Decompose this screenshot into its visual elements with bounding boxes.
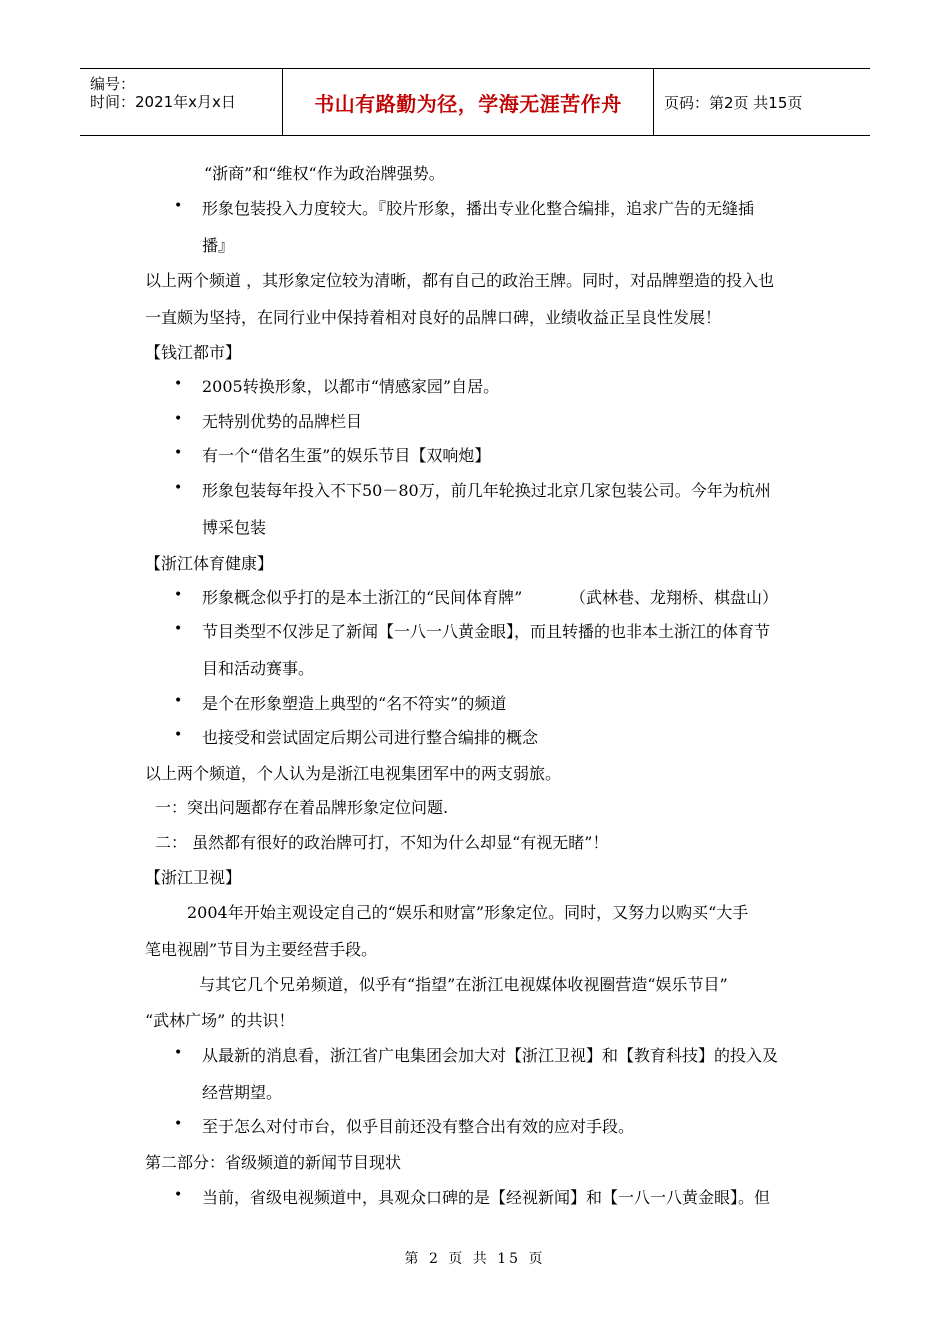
text-line: 当前，省级电视频道中，具观众口碑的是【经视新闻】和【一八一八黄金眼】。但 bbox=[202, 1188, 771, 1207]
section-heading: 第二部分：省级频道的新闻节目现状 bbox=[145, 1153, 402, 1172]
section-heading: 【钱江都市】 bbox=[145, 343, 242, 362]
bullet-icon: • bbox=[174, 445, 183, 461]
text-line: 一：突出问题都存在着品牌形象定位问题. bbox=[155, 798, 449, 817]
text-line: 播』 bbox=[202, 236, 235, 255]
motto-text: 书山有路勤为径，学海无涯苦作舟 bbox=[314, 91, 622, 116]
text-line: 博采包装 bbox=[202, 518, 267, 537]
text-line: 以上两个频道 ，其形象定位较为清晰，都有自己的政治王牌。同时，对品牌塑造的投入也 bbox=[145, 271, 775, 290]
bullet-icon: • bbox=[174, 411, 183, 427]
code-label: 编号： bbox=[90, 75, 136, 93]
bullet-icon: • bbox=[174, 587, 183, 603]
section-heading: 【浙江体育健康】 bbox=[145, 554, 274, 573]
page-info: 页码：第2页 共15页 bbox=[664, 93, 803, 112]
text-line: 形象包装每年投入不下50－80万，前几年轮换过北京几家包装公司。今年为杭州 bbox=[202, 481, 771, 500]
header-motto-cell bbox=[282, 69, 654, 135]
section-heading: 【浙江卫视】 bbox=[145, 868, 242, 887]
text-line: “武林广场” 的共识！ bbox=[145, 1011, 295, 1030]
text-line: 节目类型不仅涉足了新闻【一八一八黄金眼】，而且转播的也非本土浙江的体育节 bbox=[202, 622, 771, 641]
text-line: 2005转换形象，以都市“情感家园”自居。 bbox=[202, 377, 500, 396]
date-label: 时间：2021年x月x日 bbox=[90, 93, 236, 111]
text-line: 有一个“借名生蛋”的娱乐节目【双响炮】 bbox=[202, 446, 491, 465]
text-line: 以上两个频道，个人认为是浙江电视集团军中的两支弱旅。 bbox=[145, 764, 562, 783]
text-line: 形象包装投入力度较大。『胶片形象，播出专业化整合编排，追求广告的无缝插 bbox=[202, 199, 755, 218]
text-line: 是个在形象塑造上典型的“名不符实”的频道 bbox=[202, 694, 507, 713]
bullet-icon: • bbox=[174, 1187, 183, 1203]
text-line: 二： 虽然都有很好的政治牌可打，不知为什么却显“有视无睹”！ bbox=[155, 833, 609, 852]
bullet-icon: • bbox=[174, 1116, 183, 1132]
text-line: 从最新的消息看，浙江省广电集团会加大对【浙江卫视】和【教育科技】的投入及 bbox=[202, 1046, 779, 1065]
text-line: 笔电视剧”节目为主要经营手段。 bbox=[145, 940, 378, 959]
text-line: “浙商”和“维权“作为政治牌强势。 bbox=[204, 164, 445, 183]
bullet-icon: • bbox=[174, 727, 183, 743]
text-line: （武林巷、龙翔桥、棋盘山） bbox=[570, 588, 779, 607]
text-line: 无特别优势的品牌栏目 bbox=[202, 412, 363, 431]
page-footer: 第 2 页 共 15 页 bbox=[404, 1251, 546, 1267]
page-header bbox=[80, 68, 870, 136]
text-line: 形象概念似乎打的是本土浙江的“民间体育牌” bbox=[202, 588, 523, 607]
text-line: 至于怎么对付市台，似乎目前还没有整合出有效的应对手段。 bbox=[202, 1117, 635, 1136]
bullet-icon: • bbox=[174, 693, 183, 709]
text-line: 也接受和尝试固定后期公司进行整合编排的概念 bbox=[202, 728, 539, 747]
bullet-icon: • bbox=[174, 621, 183, 637]
header-meta bbox=[80, 69, 282, 135]
text-line: 经营期望。 bbox=[202, 1083, 283, 1102]
text-line: 目和活动赛事。 bbox=[202, 659, 315, 678]
bullet-icon: • bbox=[174, 1045, 183, 1061]
text-line: 与其它几个兄弟频道，似乎有“指望”在浙江电视媒体收视圈营造“娱乐节目” bbox=[199, 975, 728, 994]
bullet-icon: • bbox=[174, 480, 183, 496]
text-line: 一直颇为坚持，在同行业中保持着相对良好的品牌口碑，业绩收益正呈良性发展！ bbox=[145, 308, 722, 327]
text-line: 2004年开始主观设定自己的“娱乐和财富”形象定位。同时，又努力以购买“大手 bbox=[187, 903, 749, 922]
bullet-icon: • bbox=[174, 198, 183, 214]
bullet-icon: • bbox=[174, 376, 183, 392]
